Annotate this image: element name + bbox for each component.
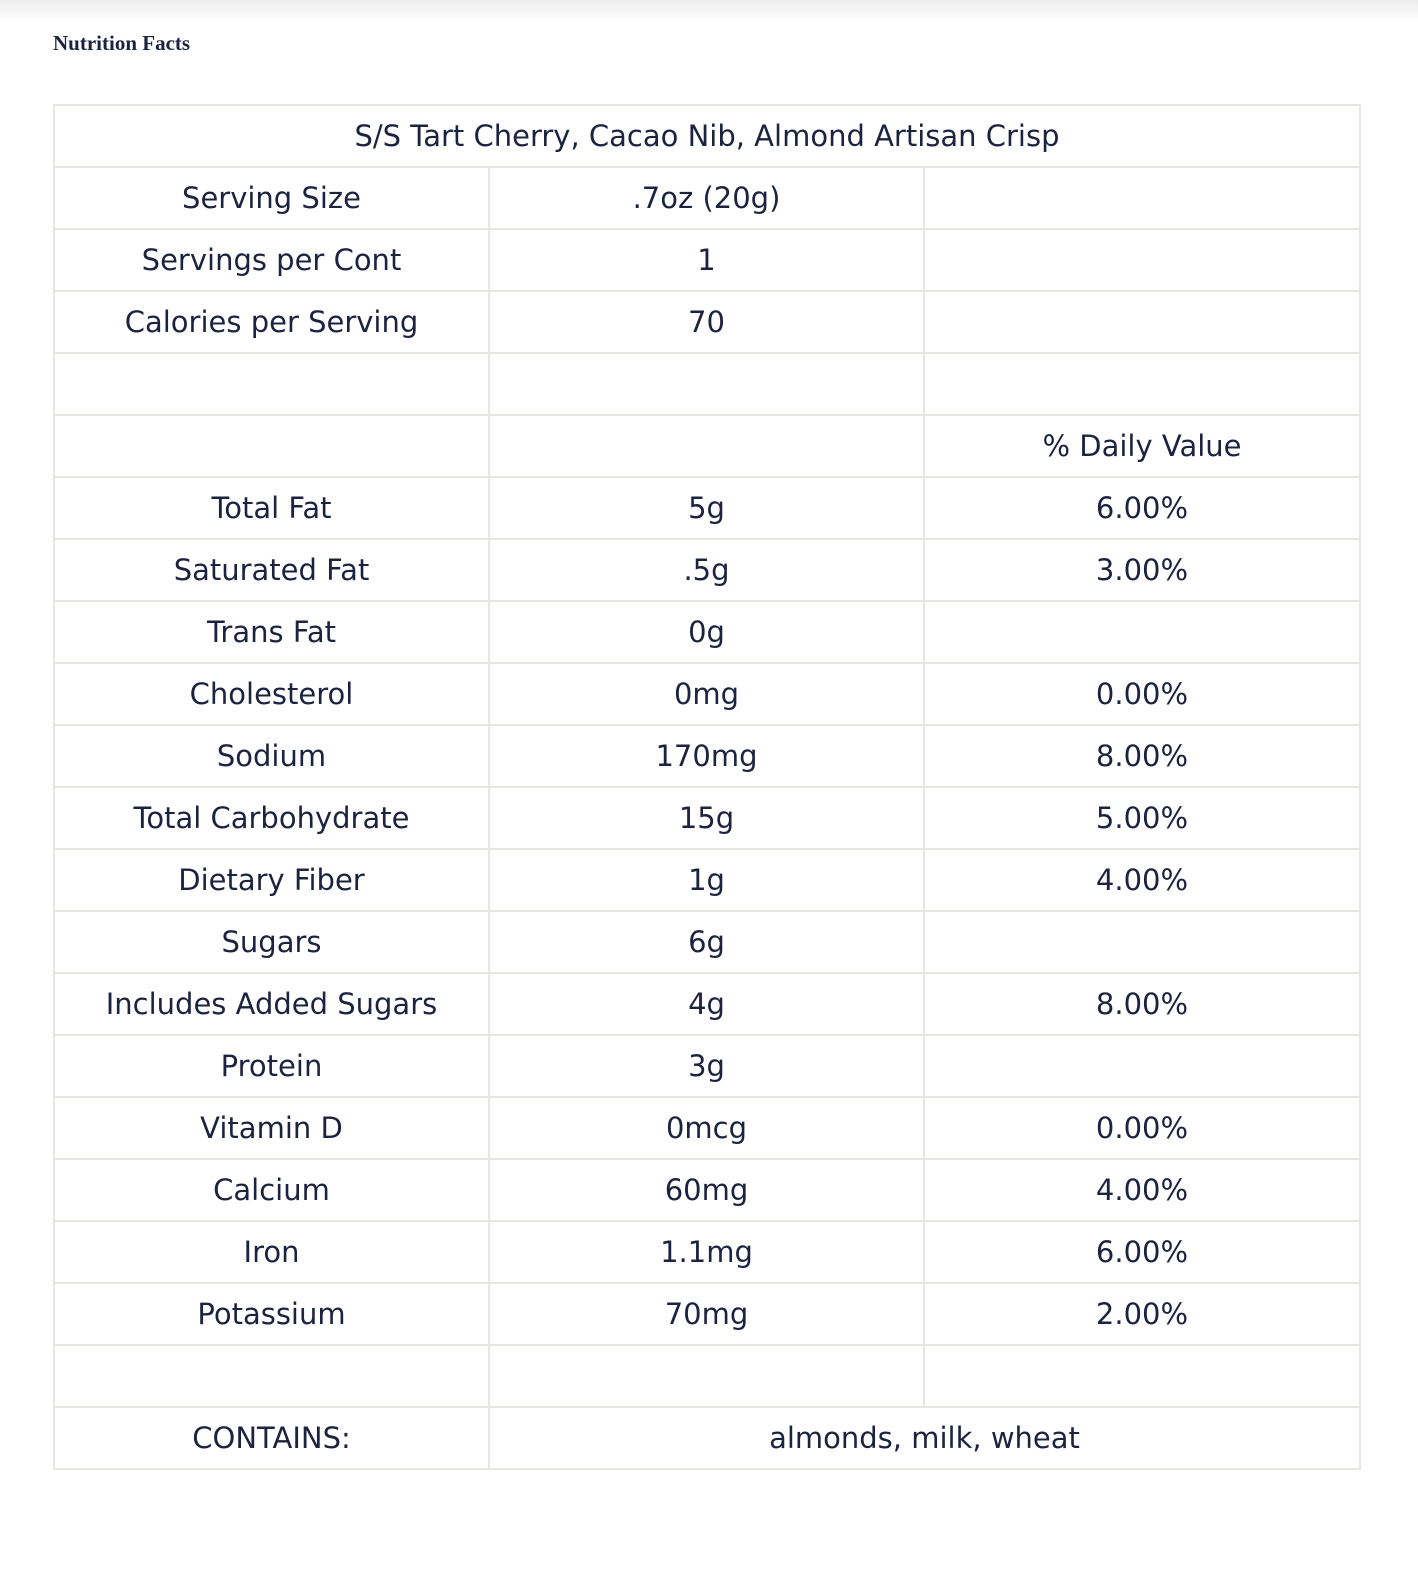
nutrient-amount: 0mcg bbox=[489, 1097, 924, 1159]
product-name: S/S Tart Cherry, Cacao Nib, Almond Artisan Crisp bbox=[54, 105, 1360, 167]
nutrient-daily-value: 3.00% bbox=[924, 539, 1360, 601]
daily-value-header: % Daily Value bbox=[924, 415, 1360, 477]
nutrient-name: Dietary Fiber bbox=[54, 849, 489, 911]
nutrient-daily-value bbox=[924, 601, 1360, 663]
calories-label: Calories per Serving bbox=[54, 291, 489, 353]
nutrient-row bbox=[54, 1097, 1360, 1159]
nutrient-daily-value: 6.00% bbox=[924, 477, 1360, 539]
nutrient-daily-value: 0.00% bbox=[924, 663, 1360, 725]
product-row bbox=[54, 105, 1360, 167]
serving-size-empty bbox=[924, 167, 1360, 229]
nutrient-amount: 3g bbox=[489, 1035, 924, 1097]
nutrient-name: Sodium bbox=[54, 725, 489, 787]
calories-value: 70 bbox=[489, 291, 924, 353]
nutrient-name: Potassium bbox=[54, 1283, 489, 1345]
nutrient-amount: 1.1mg bbox=[489, 1221, 924, 1283]
header-empty bbox=[54, 415, 489, 477]
servings-empty bbox=[924, 229, 1360, 291]
contains-value: almonds, milk, wheat bbox=[489, 1407, 1360, 1469]
nutrient-row bbox=[54, 1035, 1360, 1097]
nutrient-row bbox=[54, 787, 1360, 849]
nutrient-row bbox=[54, 911, 1360, 973]
nutrient-daily-value: 8.00% bbox=[924, 725, 1360, 787]
spacer-cell bbox=[924, 353, 1360, 415]
nutrient-daily-value: 0.00% bbox=[924, 1097, 1360, 1159]
spacer-cell bbox=[489, 353, 924, 415]
nutrient-amount: 4g bbox=[489, 973, 924, 1035]
nutrient-name: Total Fat bbox=[54, 477, 489, 539]
nutrient-name: Vitamin D bbox=[54, 1097, 489, 1159]
nutrient-amount: 6g bbox=[489, 911, 924, 973]
spacer-cell bbox=[54, 353, 489, 415]
nutrient-row bbox=[54, 1159, 1360, 1221]
nutrient-daily-value: 6.00% bbox=[924, 1221, 1360, 1283]
contains-row bbox=[54, 1407, 1360, 1469]
servings-label: Servings per Cont bbox=[54, 229, 489, 291]
spacer-row bbox=[54, 353, 1360, 415]
spacer-cell bbox=[54, 1345, 489, 1407]
nutrient-name: Total Carbohydrate bbox=[54, 787, 489, 849]
servings-value: 1 bbox=[489, 229, 924, 291]
nutrient-amount: 70mg bbox=[489, 1283, 924, 1345]
nutrient-daily-value: 8.00% bbox=[924, 973, 1360, 1035]
nutrient-amount: 0g bbox=[489, 601, 924, 663]
nutrient-daily-value bbox=[924, 1035, 1360, 1097]
contains-label: CONTAINS: bbox=[54, 1407, 489, 1469]
nutrient-name: Includes Added Sugars bbox=[54, 973, 489, 1035]
spacer-cell bbox=[489, 1345, 924, 1407]
nutrient-row bbox=[54, 725, 1360, 787]
servings-row bbox=[54, 229, 1360, 291]
nutrient-daily-value: 4.00% bbox=[924, 849, 1360, 911]
nutrient-row bbox=[54, 477, 1360, 539]
nutrient-row bbox=[54, 973, 1360, 1035]
spacer-row bbox=[54, 1345, 1360, 1407]
nutrient-row bbox=[54, 1221, 1360, 1283]
nutrient-name: Sugars bbox=[54, 911, 489, 973]
nutrient-daily-value: 2.00% bbox=[924, 1283, 1360, 1345]
nutrient-name: Protein bbox=[54, 1035, 489, 1097]
spacer-cell bbox=[924, 1345, 1360, 1407]
nutrient-daily-value: 4.00% bbox=[924, 1159, 1360, 1221]
nutrient-name: Cholesterol bbox=[54, 663, 489, 725]
nutrient-name: Iron bbox=[54, 1221, 489, 1283]
nutrient-amount: .5g bbox=[489, 539, 924, 601]
nutrient-daily-value bbox=[924, 911, 1360, 973]
serving-size-row bbox=[54, 167, 1360, 229]
top-shade bbox=[0, 0, 1418, 22]
nutrient-daily-value: 5.00% bbox=[924, 787, 1360, 849]
nutrient-amount: 0mg bbox=[489, 663, 924, 725]
nutrition-table bbox=[53, 104, 1361, 1470]
header-empty bbox=[489, 415, 924, 477]
nutrient-amount: 15g bbox=[489, 787, 924, 849]
serving-size-label: Serving Size bbox=[54, 167, 489, 229]
nutrient-name: Saturated Fat bbox=[54, 539, 489, 601]
nutrient-amount: 60mg bbox=[489, 1159, 924, 1221]
nutrient-row bbox=[54, 601, 1360, 663]
calories-row bbox=[54, 291, 1360, 353]
nutrient-amount: 1g bbox=[489, 849, 924, 911]
nutrient-row bbox=[54, 1283, 1360, 1345]
nutrition-table-body bbox=[54, 105, 1360, 1469]
nutrient-name: Trans Fat bbox=[54, 601, 489, 663]
nutrient-row bbox=[54, 539, 1360, 601]
serving-size-value: .7oz (20g) bbox=[489, 167, 924, 229]
nutrient-name: Calcium bbox=[54, 1159, 489, 1221]
calories-empty bbox=[924, 291, 1360, 353]
daily-value-header-row bbox=[54, 415, 1360, 477]
nutrient-row bbox=[54, 663, 1360, 725]
nutrient-row bbox=[54, 849, 1360, 911]
nutrient-amount: 5g bbox=[489, 477, 924, 539]
nutrient-amount: 170mg bbox=[489, 725, 924, 787]
page-heading: Nutrition Facts bbox=[53, 31, 191, 55]
